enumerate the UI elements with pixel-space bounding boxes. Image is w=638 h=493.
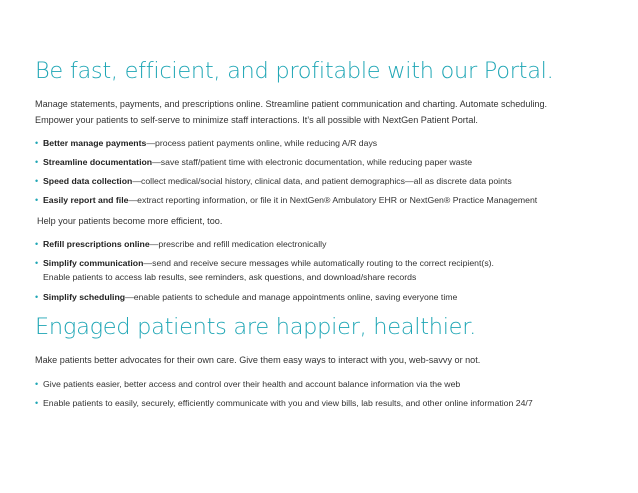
- bullet-icon: •: [35, 157, 39, 167]
- bullet-text: Enable patients to easily, securely, efficiently communicate with you and view bills, lab results, and other online information 24/7: [43, 398, 533, 408]
- list-item: [35, 156, 537, 168]
- section2-bullet-list: [35, 378, 533, 409]
- bullet-bold: Simplify scheduling: [43, 292, 126, 302]
- list-item: [35, 137, 537, 149]
- section1-heading: Be fast, efficient, and profitable with our Portal.: [35, 58, 554, 84]
- bullet-bold: Refill prescriptions online: [43, 239, 150, 249]
- bullet-icon: •: [35, 176, 39, 186]
- bullet-bold: Speed data collection: [43, 176, 133, 186]
- bullet-icon: •: [35, 398, 39, 408]
- bullet-icon: •: [35, 292, 39, 302]
- bullet-icon: •: [35, 379, 39, 389]
- bullet-icon: •: [35, 195, 39, 205]
- section2-intro: Make patients better advocates for their own care. Give them easy ways to interact with you, web-savvy or not.: [35, 355, 481, 365]
- list-item: [35, 378, 533, 390]
- list-item: [35, 238, 494, 250]
- list-item: [35, 175, 537, 187]
- bullet-continuation: Enable patients to access lab results, see reminders, ask questions, and download/share records: [43, 271, 417, 282]
- bullet-text: —send and receive secure messages while automatically routing to the correct recipient(s).: [143, 258, 494, 268]
- help-line: Help your patients become more efficient, too.: [37, 216, 223, 226]
- list-item: [35, 194, 537, 206]
- bullet-icon: •: [35, 258, 39, 268]
- bullet-icon: •: [35, 138, 39, 148]
- bullet-bold: Easily report and file: [43, 195, 129, 205]
- section2-heading: Engaged patients are happier, healthier.: [35, 314, 476, 340]
- bullet-icon: •: [35, 239, 39, 249]
- bullet-bold: Simplify communication: [43, 258, 144, 268]
- section1-bullet-list: [35, 137, 537, 206]
- section1-intro-line1: Manage statements, payments, and prescriptions online. Streamline patient communication and charting. Automate scheduling.: [35, 99, 548, 109]
- bullet-text: —enable patients to schedule and manage appointments online, saving everyone time: [125, 292, 458, 302]
- bullet-bold: Streamline documentation: [43, 157, 153, 167]
- list-item: [35, 291, 494, 303]
- bullet-text: —extract reporting information, or file it in NextGen® Ambulatory EHR or NextGen® Practice Management: [128, 195, 538, 205]
- section1-bullet-list-2: [35, 238, 494, 303]
- list-item: [35, 397, 533, 409]
- bullet-text: Give patients easier, better access and control over their health and account balance information via the web: [43, 379, 461, 389]
- bullet-text: —save staff/patient time with electronic documentation, while reducing paper waste: [152, 157, 473, 167]
- bullet-text: —prescribe and refill medication electronically: [149, 239, 327, 249]
- bullet-bold: Better manage payments: [43, 138, 147, 148]
- list-item: [35, 257, 494, 284]
- bullet-text: —collect medical/social history, clinical data, and patient demographics—all as discrete data points: [132, 176, 512, 186]
- bullet-text: —process patient payments online, while reducing A/R days: [146, 138, 378, 148]
- section1-intro-line2: Empower your patients to self-serve to minimize staff interactions. It’s all possible with NextGen Patient Portal.: [35, 115, 478, 125]
